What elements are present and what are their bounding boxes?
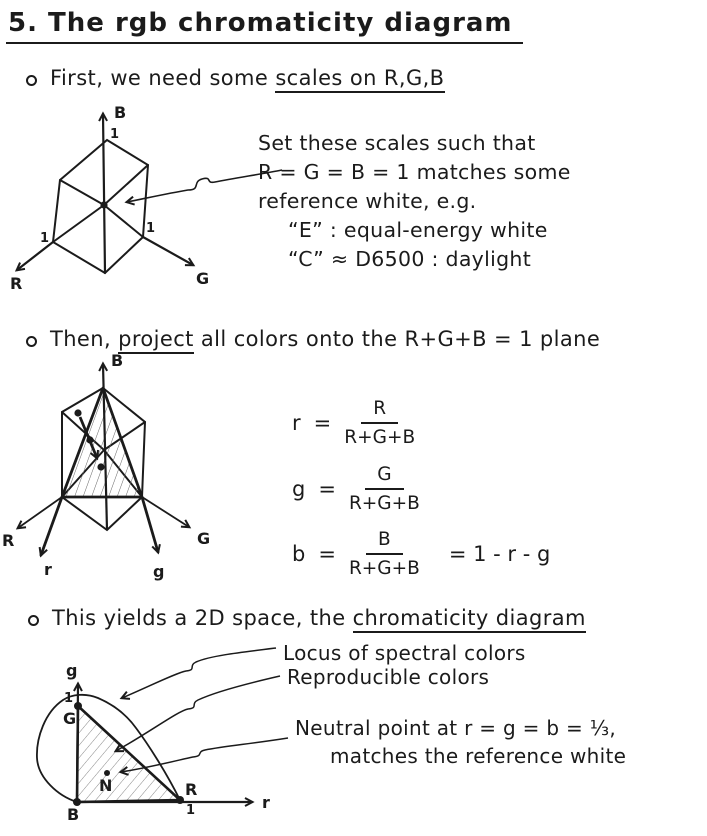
equation-b: b = $\frac{B}{R+G+B}$ = 1 - r - g (292, 529, 551, 580)
one-left-label: 1 (40, 231, 50, 246)
small-axes (41, 497, 158, 555)
bullet-2d-space (28, 606, 586, 630)
annotation-leaders (116, 648, 288, 772)
note-line: Set these scales such that (258, 131, 536, 155)
g-axis-label: G (196, 269, 210, 288)
note-line: “E” : equal-energy white (288, 218, 548, 242)
g-axis-label: G (197, 529, 211, 548)
annotation-neutral-line2: matches the reference white (330, 744, 627, 768)
bullet-icon (28, 615, 39, 626)
b-axis-line (103, 114, 105, 273)
r-point-label: R (185, 780, 198, 799)
fraction: $\frac{B}{R+G+B}$ (348, 529, 420, 580)
one-right-label: 1 (146, 221, 156, 236)
r-small-axis-label: r (44, 560, 52, 579)
projection-figure (0, 350, 232, 586)
chromaticity-diagram-figure (0, 640, 300, 836)
r-small-axis-line (41, 497, 62, 555)
b-axis-label: B (111, 351, 124, 370)
bullet-project (26, 327, 600, 351)
leader-locus (122, 648, 276, 698)
b-axis-label: B (114, 103, 127, 122)
leader-reproducible (116, 676, 280, 751)
annotation-reproducible: Reproducible colors (287, 665, 490, 689)
bullet-project-text: Then, project all colors onto the R+G+B = 1 plane (50, 327, 600, 351)
fraction: $\frac{G}{R+G+B}$ (348, 463, 420, 514)
bullet-scales-text: First, we need some scales on R,G,B (50, 66, 445, 90)
bullet-2d-space-text: This yields a 2D space, the chromaticity diagram (52, 606, 586, 630)
r-axis-label: R (2, 531, 15, 550)
note-line: reference white, e.g. (258, 189, 477, 213)
g-point-label: G (63, 709, 77, 728)
one-g-label: 1 (64, 691, 74, 706)
fraction: $\frac{R}{R+G+B}$ (344, 398, 416, 449)
g-axis-label: g (66, 661, 78, 680)
bullet-scales (26, 66, 445, 90)
chromaticity-equations (292, 398, 550, 580)
r-axis-label: r (262, 793, 270, 812)
g-axis-line (143, 237, 193, 265)
annotation-neutral-line1: Neutral point at r = g = b = ⅓, (295, 716, 617, 740)
one-top-label: 1 (110, 127, 120, 142)
big-axes (18, 497, 189, 528)
equation-r: r = $\frac{R}{R+G+B}$ (292, 398, 416, 449)
bullet-icon (26, 75, 37, 86)
one-r-label: 1 (186, 803, 196, 818)
reproducible-triangle (77, 706, 180, 802)
white-point-dot (100, 201, 107, 208)
n-point-label: N (99, 776, 113, 795)
equation-g: g = $\frac{G}{R+G+B}$ (292, 463, 420, 514)
note-line: “C” ≈ D6500 : daylight (288, 247, 532, 271)
g-small-axis-label: g (153, 562, 165, 581)
r-axis-line (17, 242, 53, 270)
annotation-locus: Locus of spectral colors (283, 641, 526, 665)
g-axis-line (77, 684, 78, 802)
r-axis-label: R (10, 274, 23, 293)
cube-outline (53, 140, 148, 273)
reference-white-note (258, 129, 571, 274)
page-title: 5. The rgb chromaticity diagram (6, 8, 523, 44)
note-line: R = G = B = 1 matches some (258, 160, 571, 184)
bullet-icon (26, 336, 37, 347)
b-point-label: B (67, 805, 80, 824)
